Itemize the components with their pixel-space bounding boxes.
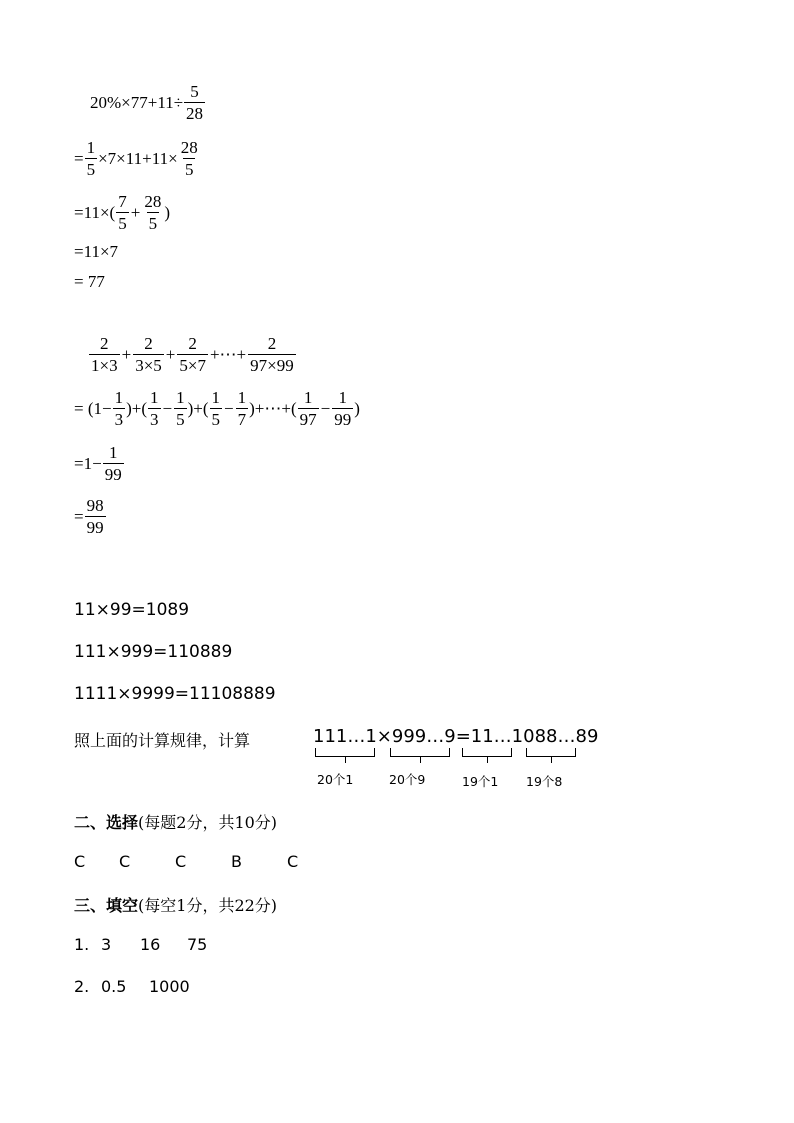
fraction	[179, 139, 200, 178]
numerator: 2	[267, 333, 277, 353]
fraction	[142, 193, 163, 232]
answer: C	[287, 852, 299, 871]
eq-sign: =	[74, 506, 84, 526]
denominator: 5	[148, 213, 158, 233]
p2-line2	[74, 386, 360, 430]
fraction	[133, 335, 164, 374]
denominator: 99	[334, 409, 352, 429]
answer: C	[175, 852, 187, 871]
denominator: 1×3	[91, 355, 118, 375]
fraction	[210, 389, 223, 428]
p2-line1	[88, 332, 297, 376]
numerator: 1	[338, 387, 347, 407]
expr-text: )+(	[126, 398, 148, 418]
denominator: 97×99	[250, 355, 294, 375]
denominator: 3	[150, 409, 159, 429]
numerator: 1	[150, 387, 159, 407]
denominator: 99	[104, 464, 122, 484]
fraction	[177, 335, 208, 374]
item-value: 16	[140, 935, 161, 954]
section3-heading: 三、填空	[74, 896, 139, 915]
numerator: 2	[100, 333, 109, 353]
section3-title	[74, 893, 277, 916]
brace-label: 20个9	[389, 772, 426, 787]
numerator: 1	[176, 387, 185, 407]
denominator: 28	[186, 103, 204, 123]
brace-20-ones	[315, 748, 375, 757]
fraction	[85, 139, 98, 178]
brace-label: 19个8	[526, 774, 563, 789]
numerator: 1	[108, 442, 118, 462]
denominator: 7	[237, 409, 247, 429]
expr-text: =11×(	[74, 202, 116, 222]
expr-text: 20%×77+11÷	[90, 92, 184, 112]
minus-sign: −	[320, 398, 331, 418]
eq-sign: =	[74, 148, 84, 168]
answer: C	[119, 852, 131, 871]
expr-text: = (1−	[74, 398, 112, 418]
item-number: 2.	[74, 977, 90, 996]
expr-text: )	[354, 398, 360, 418]
pattern-line-2: 111×999=110889	[74, 642, 233, 662]
fraction	[89, 335, 120, 374]
brace-label: 19个1	[462, 774, 499, 789]
denominator: 5	[176, 409, 185, 429]
p1-line5: = 77	[74, 272, 105, 291]
plus-sign: +	[121, 344, 132, 364]
numerator: 7	[118, 191, 127, 211]
numerator: 1	[211, 387, 221, 407]
fraction	[184, 83, 205, 122]
pattern-expression: 111…1×999…9=11…1088…89	[313, 726, 599, 747]
brace-19-eights	[526, 748, 576, 757]
denominator: 5	[86, 159, 96, 179]
fraction	[332, 389, 353, 428]
pattern-line-1: 11×99=1089	[74, 600, 190, 620]
denominator: 3	[114, 409, 124, 429]
denominator: 97	[299, 409, 317, 429]
p1-line1	[90, 80, 206, 124]
denominator: 5	[184, 159, 194, 179]
item-value: 0.5	[101, 977, 127, 996]
answer: B	[231, 852, 242, 871]
brace-20-nines	[390, 748, 450, 757]
plus-sign: +	[165, 344, 176, 364]
numerator: 2	[144, 333, 153, 353]
p1-line4: =11×7	[74, 242, 119, 261]
minus-sign: −	[224, 398, 234, 418]
expr-text: )+(	[187, 398, 209, 418]
denominator: 5×7	[179, 355, 206, 375]
expr-text: )	[164, 202, 170, 222]
section2-note: (每题2分，共10分)	[138, 813, 278, 832]
numerator: 98	[86, 495, 104, 515]
fraction	[116, 193, 129, 232]
section2-title	[74, 810, 277, 833]
fraction	[298, 389, 319, 428]
p2-line4	[74, 494, 107, 538]
numerator: 2	[188, 333, 197, 353]
pattern-question-prefix: 照上面的计算规律，计算	[74, 731, 251, 750]
section2-heading: 二、选择	[74, 813, 139, 832]
denominator: 5	[211, 409, 221, 429]
p1-line2	[74, 136, 201, 180]
ellipsis-sum: +⋯+	[209, 344, 247, 364]
numerator: 1	[237, 387, 247, 407]
p2-line3	[74, 441, 125, 485]
expr-text: ×7×11+11×	[98, 148, 178, 168]
answer: C	[74, 852, 86, 871]
expr-text: =1−	[74, 453, 102, 473]
fraction	[248, 335, 296, 374]
fraction	[174, 389, 187, 428]
fraction	[236, 389, 249, 428]
fraction	[113, 389, 126, 428]
item-value: 3	[101, 935, 112, 954]
fraction	[103, 444, 124, 483]
expr-text: )+⋯+(	[249, 398, 297, 418]
p1-line3	[74, 190, 170, 234]
numerator: 1	[86, 137, 96, 157]
numerator: 5	[190, 81, 199, 101]
brace-label: 20个1	[317, 772, 354, 787]
item-value: 1000	[149, 977, 190, 996]
fraction	[85, 497, 106, 536]
fraction	[148, 389, 161, 428]
numerator: 28	[180, 137, 198, 157]
item-value: 75	[187, 935, 208, 954]
denominator: 5	[118, 213, 127, 233]
numerator: 28	[144, 191, 162, 211]
numerator: 1	[114, 387, 124, 407]
section3-note: (每空1分，共22分)	[138, 896, 278, 915]
denominator: 99	[86, 517, 104, 537]
plus-sign: +	[130, 202, 141, 222]
numerator: 1	[303, 387, 313, 407]
pattern-line-3: 1111×9999=11108889	[74, 684, 276, 704]
minus-sign: −	[162, 398, 173, 418]
item-number: 1.	[74, 935, 90, 954]
denominator: 3×5	[135, 355, 162, 375]
brace-19-ones	[462, 748, 512, 757]
